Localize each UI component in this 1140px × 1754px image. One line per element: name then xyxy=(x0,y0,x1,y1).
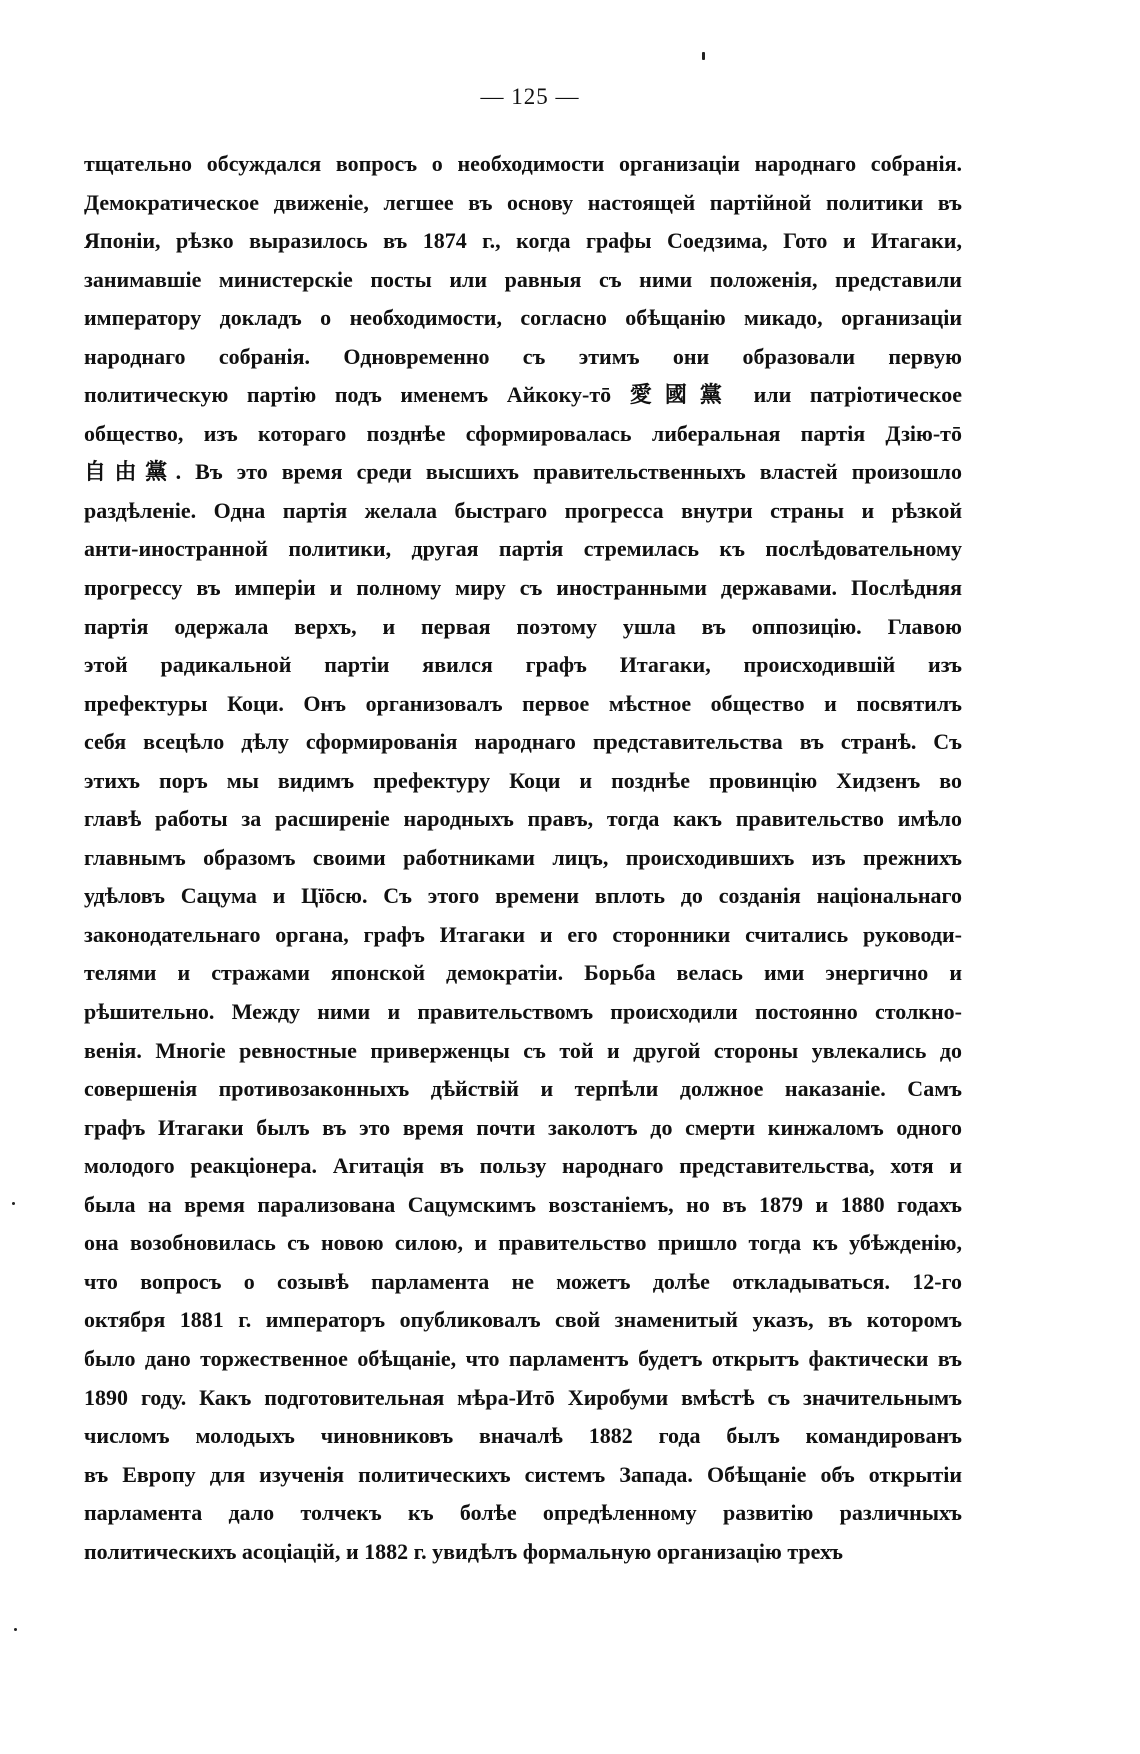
text-line: она возобновилась съ новою силою, и правительство пришло тогда къ убѣжденію, xyxy=(84,1230,962,1256)
text-line: законодательнаго органа, графъ Итагаки и его сторонники считались руководи- xyxy=(84,921,962,947)
text-line: что вопросъ о созывѣ парламента не можетъ долѣе откладываться. 12-го xyxy=(84,1268,962,1294)
text-line: 自由黨. Въ это время среди высшихъ правительственныхъ властей произошло xyxy=(84,459,962,485)
text-line: этихъ поръ мы видимъ префектуру Коци и позднѣе провинцію Хидзенъ во xyxy=(84,767,962,793)
text-line: въ Европу для изученія политическихъ системъ Запада. Обѣщаніе объ открытіи xyxy=(84,1461,962,1487)
text-line: императору докладъ о необходимости, согласно обѣщанію микадо, организаціи xyxy=(84,305,962,331)
text-line: телями и стражами японской демократіи. Борьба велась ими энергично и xyxy=(84,960,962,986)
text-line: себя всецѣло дѣлу сформированія народнаго представительства въ странѣ. Съ xyxy=(84,729,962,755)
text-line: политическихъ асоціацій, и 1882 г. увидѣлъ формальную организацію трехъ xyxy=(84,1538,843,1564)
text-line: рѣшительно. Между ними и правительствомъ происходили постоянно столкно- xyxy=(84,999,962,1025)
text-line: Японіи, рѣзко выразилось въ 1874 г., когда графы Соедзима, Гото и Итагаки, xyxy=(84,228,962,254)
text-line: народнаго собранія. Одновременно съ этимъ они образовали первую xyxy=(84,343,962,369)
text-line: венія. Многіе ревностные приверженцы съ той и другой стороны увлекались до xyxy=(84,1037,962,1063)
text-line: главѣ работы за расширеніе народныхъ правъ, тогда какъ правительство имѣло xyxy=(84,806,962,832)
text-line: совершенія противозаконныхъ дѣйствій и терпѣли должное наказаніе. Самъ xyxy=(84,1076,962,1102)
text-line: 1890 году. Какъ подготовительная мѣра-Итō Хиробуми вмѣстѣ съ значительнымъ xyxy=(84,1384,962,1410)
text-line: главнымъ образомъ своими работниками лицъ, происходившихъ изъ прежнихъ xyxy=(84,844,962,870)
text-line: Демократическое движеніе, легшее въ основу настоящей партійной политики въ xyxy=(84,189,962,215)
text-line: анти-иностранной политики, другая партія стремилась къ послѣдовательному xyxy=(84,536,962,562)
text-line: префектуры Коци. Онъ организовалъ первое мѣстное общество и посвятилъ xyxy=(84,690,962,716)
text-line: молодого реакціонера. Агитація въ пользу народнаго представительства, хотя и xyxy=(84,1153,962,1179)
text-line: общество, изъ котораго позднѣе сформировалась либеральная партія Дзію-тō xyxy=(84,420,962,446)
body-text xyxy=(84,145,962,1571)
scan-speck xyxy=(14,1628,17,1631)
text-line: числомъ молодыхъ чиновниковъ вначалѣ 1882 года былъ командированъ xyxy=(84,1423,962,1449)
text-line: прогрессу въ имперіи и полному миру съ иностранными державами. Послѣдняя xyxy=(84,575,962,601)
text-line: было дано торжественное обѣщаніе, что парламентъ будетъ открытъ фактически въ xyxy=(84,1345,962,1371)
text-line: партія одержала верхъ, и первая поэтому ушла въ оппозицію. Главою xyxy=(84,613,962,639)
text-line: раздѣленіе. Одна партія желала быстраго прогресса внутри страны и рѣзкой xyxy=(84,497,962,523)
text-line: графъ Итагаки былъ въ это время почти заколотъ до смерти кинжаломъ одного xyxy=(84,1114,962,1140)
text-line: занимавшіе министерскіе посты или равныя съ ними положенія, представили xyxy=(84,266,962,292)
scan-speck xyxy=(702,52,705,60)
text-line: тщательно обсуждался вопросъ о необходимости организаціи народнаго собранія. xyxy=(84,151,962,176)
text-line: удѣловъ Сацума и Цїōсю. Съ этого времени вплоть до созданія національнаго xyxy=(84,883,962,909)
page-number: — 125 — xyxy=(480,84,580,109)
text-line: этой радикальной партіи явился графъ Итагаки, происходившій изъ xyxy=(84,652,962,678)
text-line: октября 1881 г. императоръ опубликовалъ свой знаменитый указъ, въ которомъ xyxy=(84,1307,962,1333)
text-line: парламента дало толчекъ къ болѣе опредѣленному развитію различныхъ xyxy=(84,1500,962,1526)
text-line: политическую партію подъ именемъ Айкоку-тō 愛國黨 или патріотическое xyxy=(84,382,962,408)
text-line: была на время парализована Сацумскимъ возстаніемъ, но въ 1879 и 1880 годахъ xyxy=(84,1191,962,1217)
scan-speck xyxy=(12,1202,15,1205)
